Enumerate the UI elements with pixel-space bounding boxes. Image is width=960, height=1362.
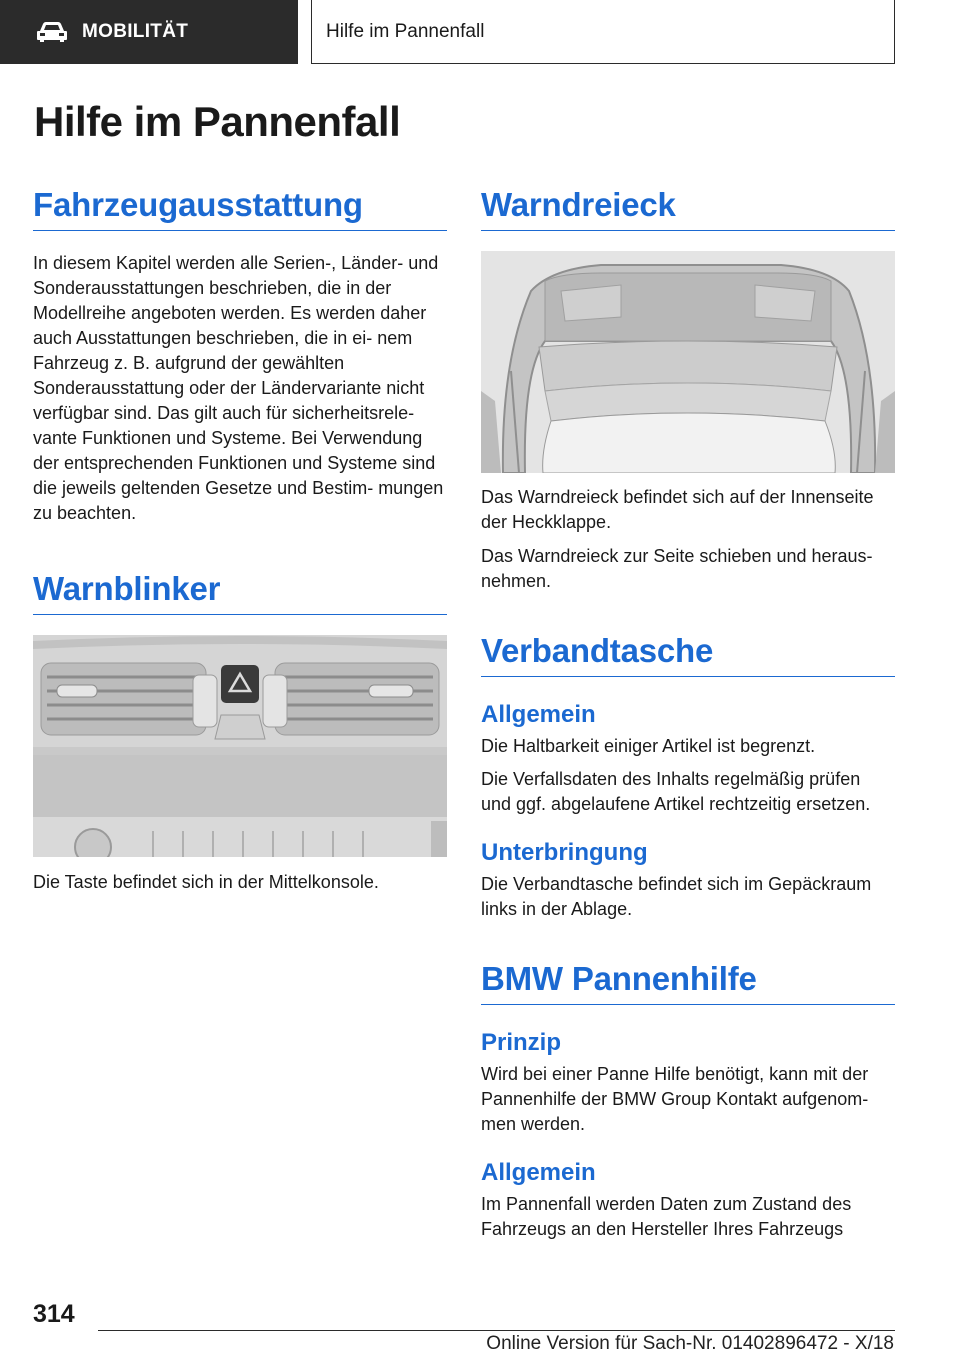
- heading-bmw-pannenhilfe: BMW Pannenhilfe: [481, 960, 895, 1005]
- tailgate-image: [481, 251, 895, 473]
- heading-warnblinker: Warnblinker: [33, 570, 447, 615]
- text-allgemein-1b: Die Verfallsdaten des Inhalts regelmäßig prüfen und ggf. abgelaufene Artikel rechtzeitig ersetzen.: [481, 769, 871, 814]
- text-warndreieck-2: Das Warndreieck zur Seite schieben und heraus‐ nehmen.: [481, 546, 873, 591]
- subheading-allgemein-2: Allgemein: [481, 1159, 596, 1186]
- chapter-tab: [311, 0, 895, 64]
- hazard-switch-illustration: [33, 635, 447, 857]
- heading-warndreieck: Warndreieck: [481, 186, 895, 231]
- section-tab: [0, 0, 298, 64]
- tailgate-illustration: [481, 251, 895, 473]
- text-allgemein-1a: Die Haltbarkeit einiger Artikel ist begrenzt.: [481, 736, 816, 756]
- left-column: [33, 186, 447, 895]
- caption-warnblinker: Die Taste befindet sich in der Mittelkonsole.: [33, 872, 379, 892]
- page-title: Hilfe im Pannenfall: [34, 98, 401, 145]
- footer-text: Online Version für Sach-Nr. 01402896472 - X/18: [486, 1333, 894, 1354]
- subheading-unterbringung: Unterbringung: [481, 839, 648, 866]
- text-warndreieck-1: Das Warndreieck befindet sich auf der Innenseite der Heckklappe.: [481, 487, 874, 532]
- car-icon: [36, 21, 68, 43]
- text-fahrzeugausstattung: In diesem Kapitel werden alle Serien-, Länder- und Sonderausstattungen beschrieben, die in der Modellreihe angeboten werden. Es werden daher auch Ausstattungen beschrieben, die in ei‐ nem Fahrzeug z. B. aufgrund der gewählten Sonderausstattung oder der Ländervariante nicht verfügbar sind. Das gilt auch für sicherheitsrele‐ vante Funktionen und Systeme. Bei Verwendung der entsprechenden Funktionen und Systeme sind die jeweils geltenden Gesetze und Bestim‐ mungen zu beachten.: [33, 253, 444, 523]
- right-column: [481, 186, 895, 1242]
- subheading-prinzip: Prinzip: [481, 1029, 562, 1056]
- heading-fahrzeugausstattung: Fahrzeugausstattung: [33, 186, 447, 231]
- hazard-switch-image: [33, 635, 447, 857]
- text-allgemein-2: Im Pannenfall werden Daten zum Zustand des Fahrzeugs an den Hersteller Ihres Fahrzeugs: [481, 1194, 852, 1239]
- section-label: MOBILITÄT: [82, 21, 189, 42]
- text-prinzip: Wird bei einer Panne Hilfe benötigt, kann mit der Pannenhilfe der BMW Group Kontakt aufgenom‐ men werden.: [481, 1064, 869, 1134]
- footer-rule: [98, 1330, 895, 1331]
- chapter-label: Hilfe im Pannenfall: [326, 20, 485, 42]
- subheading-allgemein-1: Allgemein: [481, 701, 596, 728]
- heading-verbandtasche: Verbandtasche: [481, 632, 895, 677]
- page-number: 314: [33, 1300, 75, 1328]
- text-unterbringung: Die Verbandtasche befindet sich im Gepäckraum links in der Ablage.: [481, 874, 872, 919]
